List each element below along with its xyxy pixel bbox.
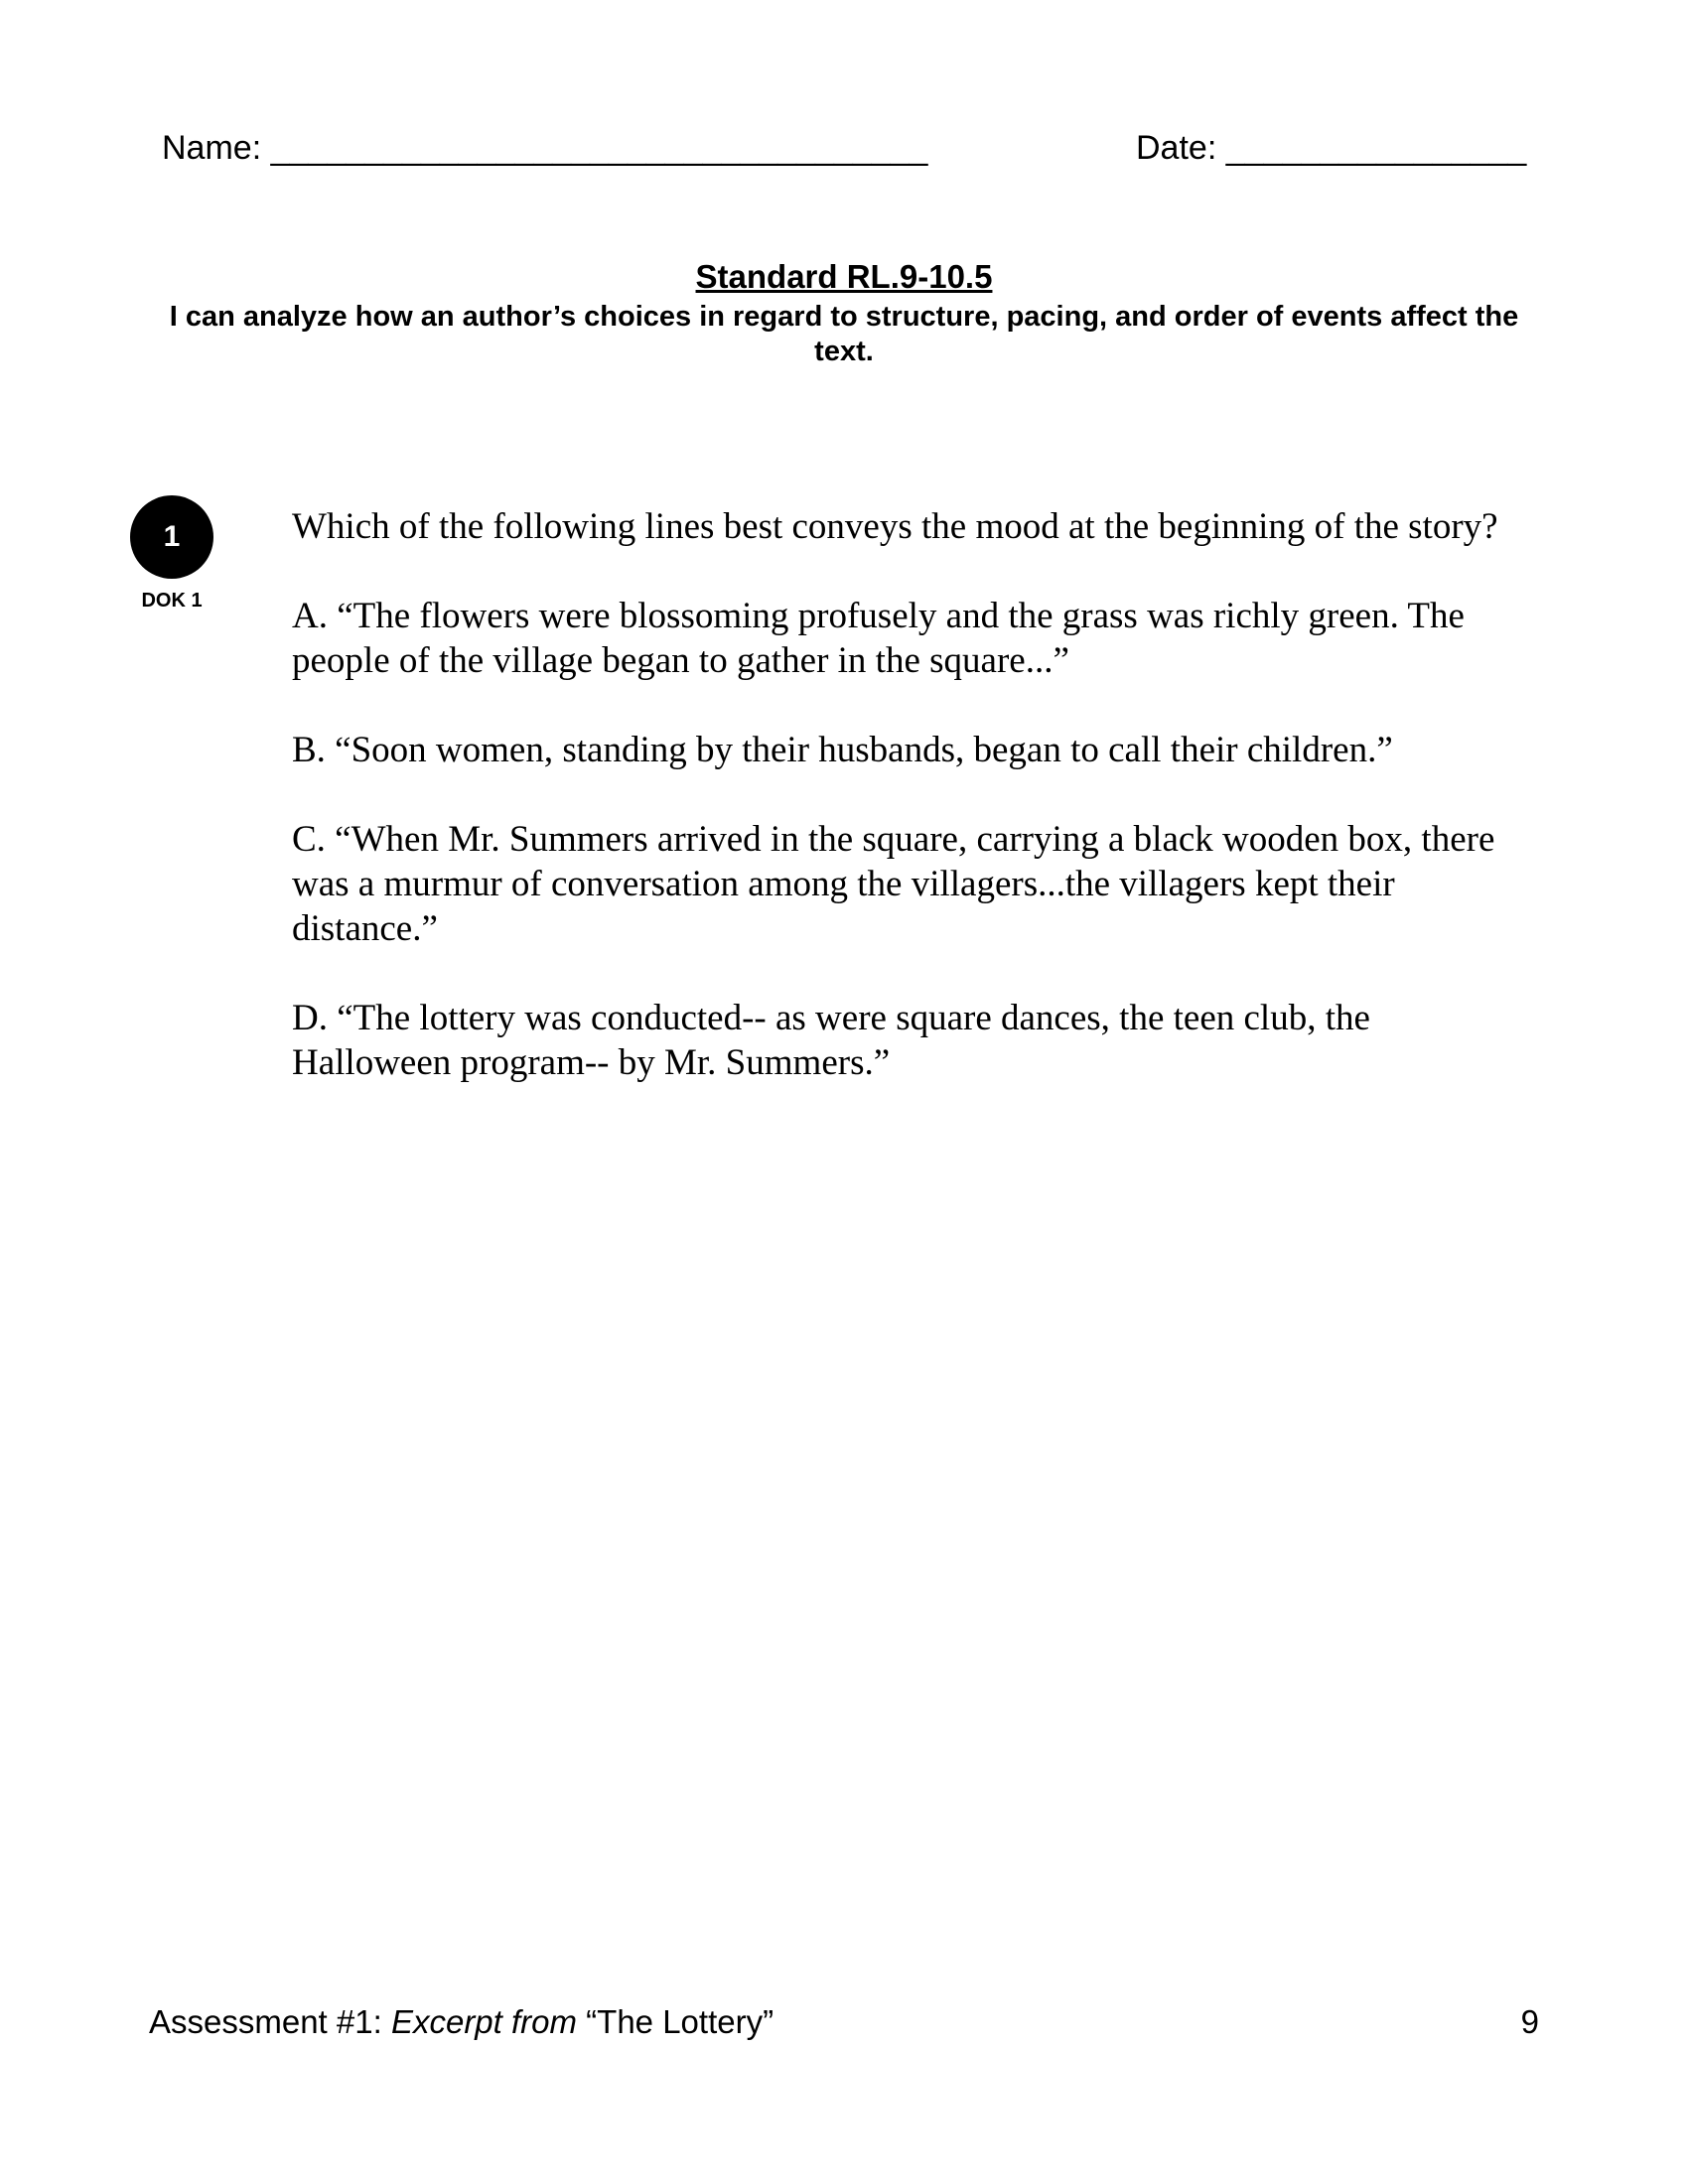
standard-title: Standard RL.9-10.5: [695, 258, 993, 295]
footer-assessment-title: [149, 2003, 774, 2041]
question-number-badge: [130, 495, 213, 579]
date-field[interactable]: Date: ________________: [1136, 129, 1527, 167]
dok-label: DOK 1: [141, 590, 203, 612]
answer-option-c: C. “When Mr. Summers arrived in the square, carrying a black wooden box, there was a murmur of conversation among the villagers...the villagers kept their distance.”: [292, 819, 1495, 949]
answer-option-d: D. “The lottery was conducted-- as were square dances, the teen club, the Halloween program-- by Mr. Summers.”: [292, 998, 1370, 1083]
story-title: “The Lottery”: [577, 2003, 774, 2040]
question-block: [292, 504, 1533, 1130]
question-prompt: Which of the following lines best conveys the mood at the beginning of the story?: [292, 506, 1498, 547]
question-number: 1: [163, 520, 181, 553]
standard-description: I can analyze how an author’s choices in regard to structure, pacing, and order of events affect the text.: [169, 301, 1519, 367]
answer-option-a: A. “The flowers were blossoming profusely and the grass was richly green. The people of the village began to gather in the square...”: [292, 596, 1465, 681]
assessment-label: Assessment #1:: [149, 2003, 391, 2040]
name-field[interactable]: Name: ___________________________________: [162, 129, 928, 167]
page-number: 9: [1520, 2003, 1539, 2040]
standard-block: [139, 256, 1549, 369]
answer-option-b: B. “Soon women, standing by their husbands, began to call their children.”: [292, 730, 1393, 770]
excerpt-label: Excerpt from: [390, 2003, 577, 2040]
